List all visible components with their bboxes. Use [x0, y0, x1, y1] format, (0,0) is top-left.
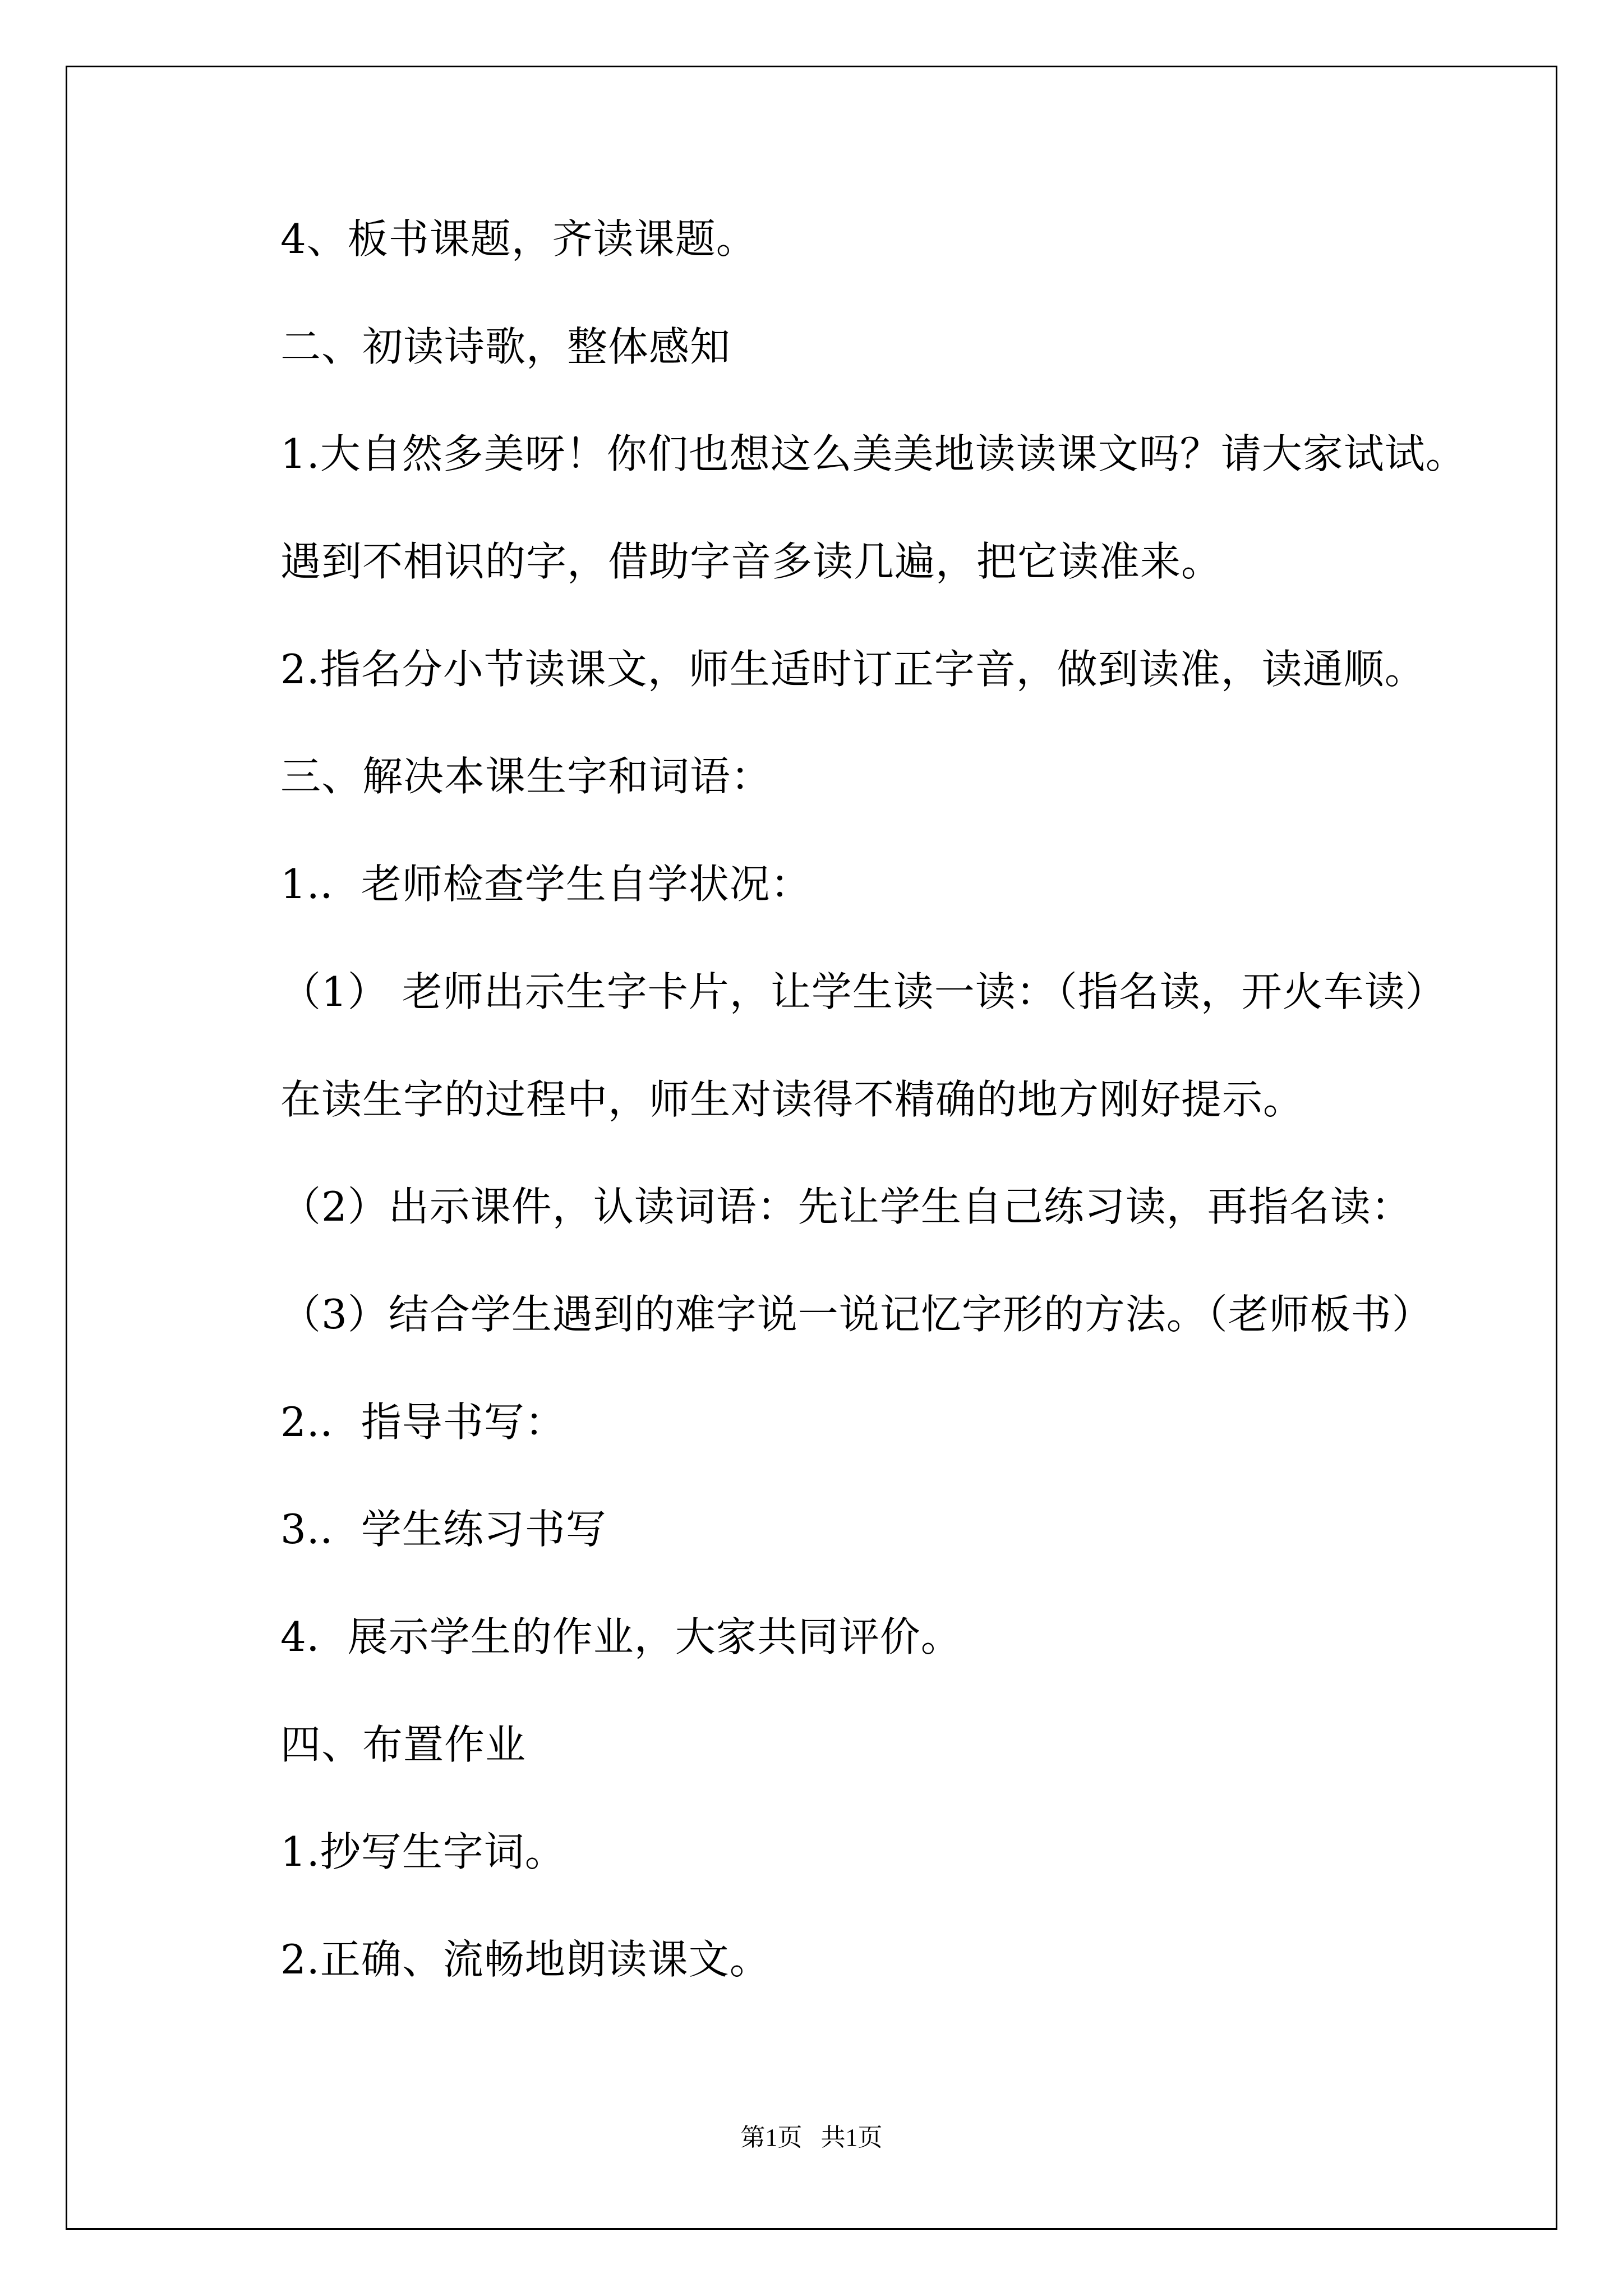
body-line-11: （3）结合学生遇到的难字说一说记忆字形的方法。（老师板书） [280, 1290, 1433, 1338]
body-line-3: 1.大自然多美呀！你们也想这么美美地读读课文吗？请大家试试。 [280, 430, 1467, 478]
body-line-12: 2.．指导书写： [280, 1398, 566, 1446]
body-line-17: 2.正确、流畅地朗读课文。 [280, 1936, 771, 1983]
body-line-8: （1） 老师出示生字卡片，让学生读一读：（指名读，开火车读） [280, 968, 1446, 1015]
body-line-14: 4．展示学生的作业，大家共同评价。 [280, 1613, 962, 1660]
document-body [280, 215, 1514, 2047]
section-heading-2: 二、初读诗歌，整体感知 [280, 323, 731, 370]
body-line-13: 3.．学生练习书写 [280, 1506, 607, 1553]
section-heading-3: 三、解决本课生字和词语： [280, 753, 772, 800]
body-line-5: 2.指名分小节读课文，师生适时订正字音，做到读准，读通顺。 [280, 645, 1426, 693]
section-heading-4: 四、布置作业 [280, 1720, 527, 1768]
body-line-10: （2）出示课件，认读词语：先让学生自己练习读，再指名读： [280, 1183, 1412, 1231]
body-line-9: 在读生字的过程中，师生对读得不精确的地方刚好提示。 [280, 1075, 1304, 1123]
body-line-7: 1.．老师检查学生自学状况： [280, 861, 811, 908]
page-footer: 第1页 共1页 [740, 2124, 883, 2151]
body-line-16: 1.抄写生字词。 [280, 1828, 566, 1876]
body-line-1: 4、板书课题，齐读课题。 [280, 215, 757, 263]
body-line-4: 遇到不相识的字，借助字音多读几遍，把它读准来。 [280, 538, 1223, 586]
